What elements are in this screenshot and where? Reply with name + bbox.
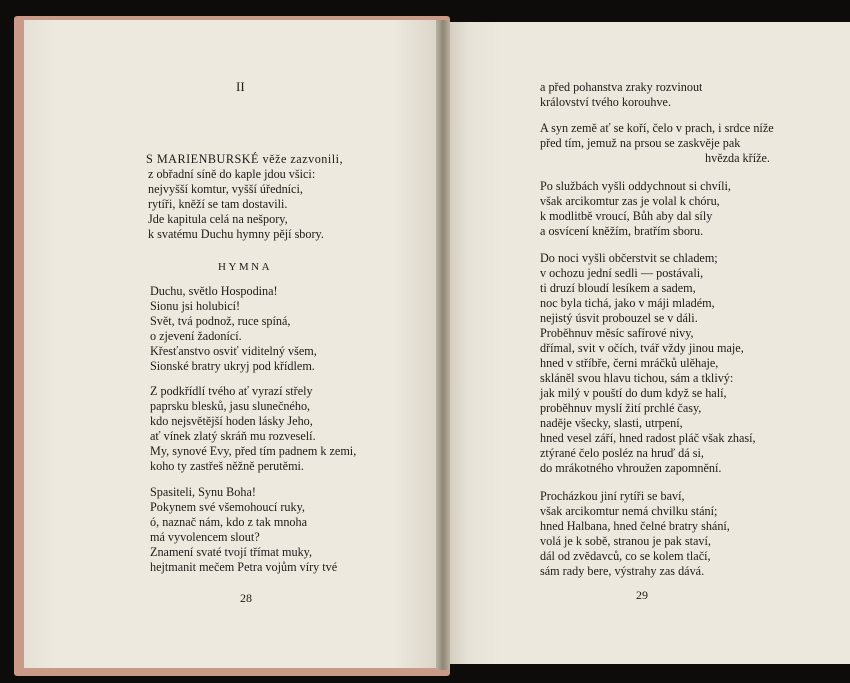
- verse-line: k svatému Duchu hymny pějí sbory.: [148, 227, 324, 241]
- verse-line: a osvícení kněžím, bratřím sboru.: [540, 224, 704, 238]
- verse-line: skláněl svou hlavu tichou, sám a tklivý:: [540, 371, 734, 385]
- verse-line: hejtmanit mečem Petra vojům víry tvé: [150, 560, 338, 574]
- verse-line: Sionu jsi holubicí!: [150, 299, 241, 313]
- verse-line: ti druzí bloudí lesíkem a sadem,: [540, 281, 696, 295]
- verse-line: Pokynem své všemohoucí ruky,: [150, 500, 305, 514]
- verse-line: hned vesel září, hned radost pláč však zhasí,: [540, 431, 756, 445]
- verse-line: paprsku blesků, jasu slunečného,: [150, 399, 311, 413]
- verse-line: Spasiteli, Synu Boha!: [150, 485, 256, 499]
- verse-line: My, synové Evy, před tím padnem k zemi,: [150, 444, 357, 458]
- verse-line: Svět, tvá podnož, ruce spíná,: [150, 314, 291, 328]
- verse-line: Sionské bratry ukryj pod křídlem.: [150, 359, 315, 373]
- verse-line: proběhnuv myslí žití prchlé časy,: [540, 401, 702, 415]
- verse-line: dřímal, svit v očích, tvář vždy jinou maje,: [540, 341, 744, 355]
- verse-line: koho ty zastřeš něžně perutěmi.: [150, 459, 304, 473]
- verse-line: dál od zvědavců, co se kolem tlačí,: [540, 549, 711, 563]
- verse-line: nejistý úsvit probouzel se v dáli.: [540, 311, 698, 325]
- verse-line: království tvého korouhve.: [540, 95, 671, 109]
- verse-line: ať vínek zlatý skráň mu rozveselí.: [150, 429, 316, 443]
- verse-line: před tím, jemuž na prsou se zaskvěje pak: [540, 136, 741, 150]
- page-number-left: 28: [240, 591, 252, 605]
- section-number: II: [236, 79, 245, 94]
- verse-line: však arcikomtur nemá chvilku stání;: [540, 504, 718, 518]
- verse-line: hned Halbana, hned čelné bratry shání,: [540, 519, 730, 533]
- verse-line: z obřadní síně do kaple jdou všici:: [148, 167, 316, 181]
- page-number-right: 29: [636, 588, 648, 602]
- verse-line: a před pohanstva zraky rozvinout: [540, 80, 703, 94]
- verse-line: do mrákotného vhroužen zapomnění.: [540, 461, 722, 475]
- verse-line: má vyvolencem slout?: [150, 530, 260, 544]
- verse-line: naděje všecky, slasti, utrpení,: [540, 416, 683, 430]
- book-gutter: [436, 20, 450, 670]
- verse-line: Znamení svaté tvojí třímat muky,: [150, 545, 313, 559]
- verse-line: kdo nejsvětější hoden lásky Jeho,: [150, 414, 313, 428]
- verse-line: jak milý v pouští do dum když se halí,: [540, 386, 727, 400]
- verse-line: o zjevení žadonící.: [150, 329, 242, 343]
- verse-line: sám rady bere, výstrahy zas dává.: [540, 564, 705, 578]
- verse-line: Jde kapitula celá na nešpory,: [148, 212, 288, 226]
- verse-line: rytíři, kněží se tam dostavili.: [148, 197, 288, 211]
- verse-line: však arcikomtur zas je volal k chóru,: [540, 194, 720, 208]
- verse-line: volá je k sobě, stranou je pak staví,: [540, 534, 711, 548]
- verse-line: Procházkou jiní rytíři se baví,: [540, 489, 685, 503]
- hymn-title: HYMNA: [218, 261, 273, 273]
- verse-line: Proběhnuv měsíc safírové nivy,: [540, 326, 694, 340]
- verse-line: hned v stříbře, černi mráčků ulěhaje,: [540, 356, 719, 370]
- verse-line: v ochozu jední sedli — postávali,: [540, 266, 704, 280]
- verse-line: Křesťanstvo osviť viditelný všem,: [150, 344, 317, 358]
- verse-line: ó, naznač nám, kdo z tak mnoha: [150, 515, 308, 529]
- verse-line: k modlitbě vroucí, Bůh aby dal síly: [540, 209, 713, 223]
- verse-line: S MARIENBURSKÉ věže zazvonili,: [146, 152, 344, 166]
- verse-line: Duchu, světlo Hospodina!: [150, 284, 278, 298]
- verse-line: A syn země ať se koří, čelo v prach, i srdce níže: [540, 121, 774, 135]
- verse-line: hvězda kříže.: [705, 151, 770, 165]
- verse-line: Z podkřídlí tvého ať vyrazí střely: [150, 384, 313, 398]
- verse-line: ztýrané čelo posléz na hruď dá si,: [540, 446, 704, 460]
- verse-line: nejvyšší komtur, vyšší úředníci,: [148, 182, 303, 196]
- verse-line: noc byla tichá, jako v máji mladém,: [540, 296, 715, 310]
- verse-line: Do noci vyšli občerstvit se chladem;: [540, 251, 718, 265]
- verse-line: Po službách vyšli oddychnout si chvíli,: [540, 179, 731, 193]
